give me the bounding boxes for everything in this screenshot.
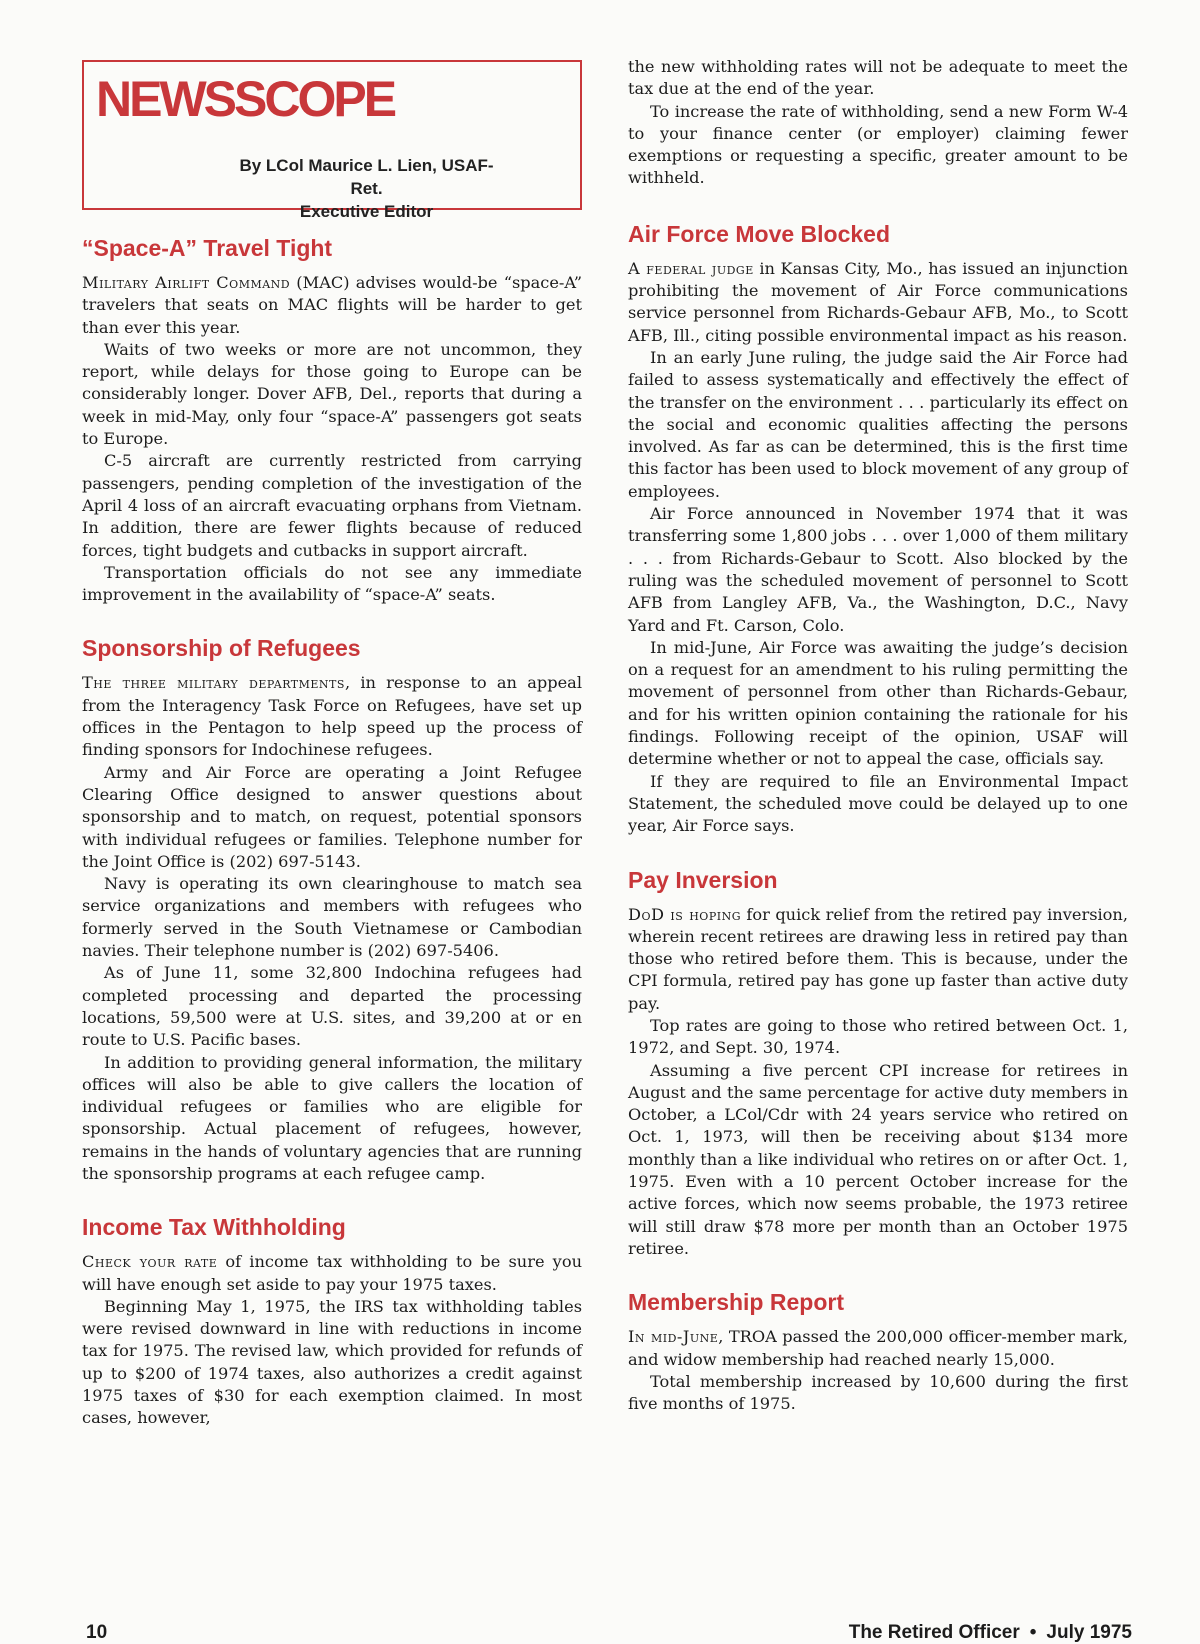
paragraph: In mid-June, TROA passed the 200,000 officer-member mark, and widow membership had reached nearly 15,000. bbox=[628, 1327, 1128, 1369]
paragraph: DoD is hoping for quick relief from the retired pay inversion, wherein recent retirees are drawing less in retired pay than those who retired before them. This is because, under the CPI formula, retired pay has gone up faster than active duty pay. bbox=[628, 904, 1128, 1013]
paragraph: Total membership increased by 10,600 during the first five months of 1975. bbox=[628, 1371, 1128, 1414]
paragraph: A federal judge in Kansas City, Mo., has issued an injunction prohibiting the movement of Air Force communications service personnel from Richards-Gebaur AFB, Mo., to Scott AFB, Ill., citing possible environmental impact as his reason. bbox=[628, 258, 1129, 345]
right-column bbox=[628, 57, 1129, 1443]
paragraph: the new withholding rates will not be adequate to meet the tax due at the end of the year. bbox=[628, 57, 1128, 99]
paragraph: Army and Air Force are operating a Joint Refugee Clearing Office designed to answer questions about sponsorship and to match, on request, potential sponsors with individual refugees or families. Telephone number for the Joint Office is (202) 697-5143. bbox=[82, 762, 582, 871]
paragraph: In mid-June, Air Force was awaiting the judge’s decision on a request for an amendment to his ruling permitting the movement of personnel from other than Richards-Gebaur, and for his written opinion containing the rationale for his findings. Following receipt of the opinion, USAF will determine whether or not to appeal the case, officials say. bbox=[628, 637, 1128, 769]
heading-membership: Membership Report bbox=[628, 1289, 844, 1316]
lead-caps: DoD is hoping bbox=[628, 904, 741, 924]
left-column bbox=[82, 60, 582, 1458]
publication-footer bbox=[849, 1622, 1132, 1644]
paragraph: In addition to providing general information, the military offices will also be able to give callers the location of individual refugees or families who are eligible for sponsorship. Actual placement of refugees, however, remains in the hands of voluntary agencies that are running the sponsorship programs at each refugee camp. bbox=[82, 1052, 582, 1183]
paragraph: Navy is operating its own clearinghouse to match sea service organizations and members with refugees who formerly served in the South Vietnamese or Cambodian navies. Their telephone number is (202) 697-5406. bbox=[82, 874, 582, 961]
newsscope-masthead bbox=[82, 60, 582, 221]
heading-space-a: “Space-A” Travel Tight bbox=[82, 235, 333, 261]
page-number: 10 bbox=[86, 1622, 108, 1643]
section-refugees bbox=[82, 634, 582, 1185]
masthead-title: NEWSSCOPE bbox=[96, 71, 395, 127]
heading-air-force: Air Force Move Blocked bbox=[628, 220, 891, 247]
paragraph: Air Force announced in November 1974 that it was transferring some 1,800 jobs . . . over 1,000 of them military . . . from Richards-Gebaur to Scott. Also blocked by the ruling was the scheduled movement of personnel to Scott AFB from Langley AFB, Va., the Washington, D.C., Navy Yard and Ft. Carson, Colo. bbox=[628, 504, 1128, 635]
paragraph: To increase the rate of withholding, send a new Form W-4 to your finance center (or employer) claiming fewer exemptions or requesting a specific, greater amount to be withheld. bbox=[628, 101, 1128, 188]
lead-caps: A federal judge bbox=[628, 258, 754, 278]
lead-caps: Check your rate bbox=[82, 1252, 218, 1272]
section-tax-continued bbox=[628, 56, 1128, 190]
paragraph: Beginning May 1, 1975, the IRS tax withholding tables were revised downward in line with reductions in income tax for 1975. The revised law, which provided for refunds of up to $200 of 1974 taxes, also authorizes a credit against 1975 taxes of $30 for each exemption claimed. In most cases, however, bbox=[82, 1296, 582, 1428]
paragraph: As of June 11, some 32,800 Indochina refugees had completed processing and departed the processing locations, 59,500 were at U.S. sites, and 39,200 at or en route to U.S. Pacific bases. bbox=[82, 963, 582, 1050]
masthead-byline bbox=[234, 154, 499, 223]
section-membership bbox=[628, 1288, 1128, 1415]
section-tax bbox=[82, 1213, 582, 1429]
lead-caps: The three military departments bbox=[82, 673, 345, 693]
paragraph: Assuming a five percent CPI increase for retirees in August and the same percentage for active duty members in October, a LCol/Cdr with 24 years service who retired on Oct. 1, 1973, will then be receiving about $134 more monthly than a like individual who retires on or after Oct. 1, 1975. Even with a 10 percent October increase for the active forces, which now seems probable, the 1973 retiree will still draw $78 more per month than an October 1975 retiree. bbox=[628, 1060, 1128, 1258]
paragraph: In an early June ruling, the judge said the Air Force had failed to assess systematically and effectively the effect of the transfer on the environment . . . particularly its effect on the social and economic qualities affecting the persons involved. As far as can be determined, this is the first time this factor has been used to block movement of any group of employees. bbox=[628, 347, 1128, 501]
issue-date: July 1975 bbox=[1046, 1622, 1132, 1643]
paragraph: Check your rate of income tax withholding to be sure you will have enough set aside to pay your 1975 taxes. bbox=[82, 1252, 582, 1294]
byline-author: By LCol Maurice L. Lien, USAF-Ret. bbox=[239, 156, 494, 198]
byline-role: Executive Editor bbox=[299, 202, 434, 221]
paragraph: Military Airlift Command (MAC) advises would-be “space-A” travelers that seats on MAC flights will be harder to get than ever this year. bbox=[82, 273, 582, 337]
paragraph: The three military departments, in response to an appeal from the Interagency Task Force on Refugees, have set up offices in the Pentagon to help speed up the process of finding sponsors for Indochinese refugees. bbox=[82, 673, 582, 760]
paragraph: Waits of two weeks or more are not uncommon, they report, while delays for those going to Europe can be considerably longer. Dover AFB, Del., reports that during a week in mid-May, only four “space-A” passengers got seats to Europe. bbox=[82, 339, 582, 449]
section-air-force bbox=[628, 220, 1128, 838]
section-pay bbox=[628, 866, 1128, 1261]
heading-pay: Pay Inversion bbox=[628, 866, 778, 893]
lead-caps: In mid-June bbox=[628, 1327, 719, 1347]
publication-name: The Retired Officer bbox=[848, 1622, 1020, 1643]
paragraph: C-5 aircraft are currently restricted from carrying passengers, pending completion of the investigation of the April 4 loss of an aircraft evacuating orphans from Vietnam. In addition, there are fewer flights because of reduced forces, tight budgets and cutbacks in support aircraft. bbox=[82, 451, 582, 560]
separator-dot: • bbox=[1029, 1622, 1037, 1643]
section-space-a bbox=[82, 234, 582, 606]
heading-tax: Income Tax Withholding bbox=[82, 1214, 346, 1241]
heading-refugees: Sponsorship of Refugees bbox=[82, 635, 361, 662]
lead-caps: Military Airlift Command bbox=[82, 273, 291, 292]
paragraph: Top rates are going to those who retired between Oct. 1, 1972, and Sept. 30, 1974. bbox=[628, 1015, 1128, 1058]
paragraph: If they are required to file an Environmental Impact Statement, the scheduled move could be delayed up to one year, Air Force says. bbox=[628, 771, 1128, 836]
paragraph: Transportation officials do not see any immediate improvement in the availability of “space-A” seats. bbox=[82, 562, 582, 605]
